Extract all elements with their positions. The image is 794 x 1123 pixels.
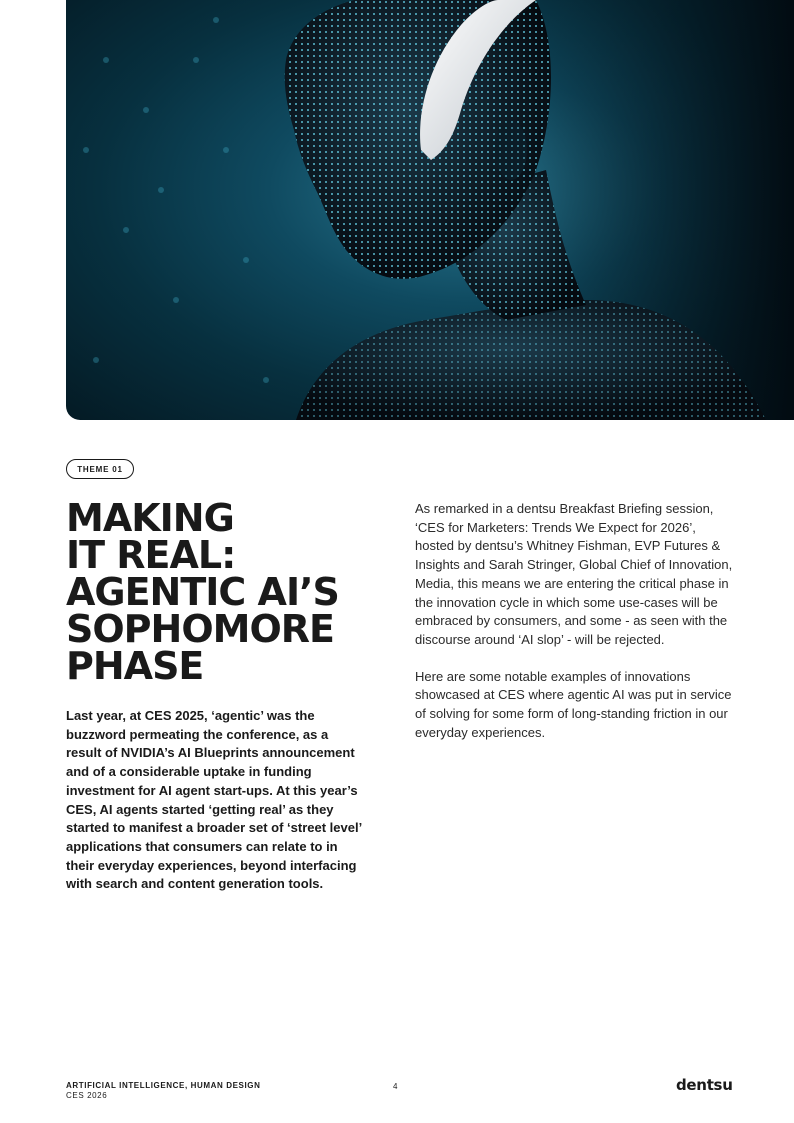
title-line: SOPHOMORE — [66, 607, 334, 651]
body-column — [415, 500, 733, 760]
brand-logo: dentsu — [676, 1076, 733, 1094]
page-number: 4 — [393, 1082, 398, 1091]
title-line: IT REAL: — [66, 533, 236, 577]
body-paragraph: Here are some notable examples of innovations showcased at CES where agentic AI was put in service of solving for some form of long-standing friction in our everyday experiences. — [415, 668, 732, 740]
ai-figure-illustration — [66, 0, 794, 420]
title-line: MAKING — [66, 496, 234, 540]
footer-publication — [66, 1081, 261, 1101]
body-paragraph: As remarked in a dentsu Breakfast Briefing session, ‘CES for Marketers: Trends We Expect for 2026’, hosted by dentsu’s Whitney Fishman, EVP Futures & Insights and Sarah Stringer, Global Chief of Innovation, Media, this means we are entering the critical phase in the innovation cycle in which some use-cases will be embraced by consumers, and some - as seen with the discourse around ‘AI slop’ - will be rejected. — [415, 501, 733, 647]
title-line: PHASE — [66, 644, 204, 688]
page-title — [66, 496, 386, 688]
title-line: AGENTIC AI’S — [66, 570, 339, 614]
footer-series-title: ARTIFICIAL INTELLIGENCE, HUMAN DESIGN — [66, 1081, 261, 1090]
lead-paragraph: Last year, at CES 2025, ‘agentic’ was the buzzword permeating the conference, as a result of NVIDIA’s AI Blueprints announcement and of a considerable uptake in funding investment for AI agent start-ups. At this year’s CES, AI agents started ‘getting real’ as they started to manifest a broader set of ‘street level’ applications that consumers can relate to in their everyday experiences, beyond interfacing with search and content generation tools. — [66, 708, 362, 892]
hero-image — [66, 0, 794, 420]
footer-edition: CES 2026 — [66, 1091, 108, 1100]
theme-label-badge: THEME 01 — [66, 459, 134, 479]
